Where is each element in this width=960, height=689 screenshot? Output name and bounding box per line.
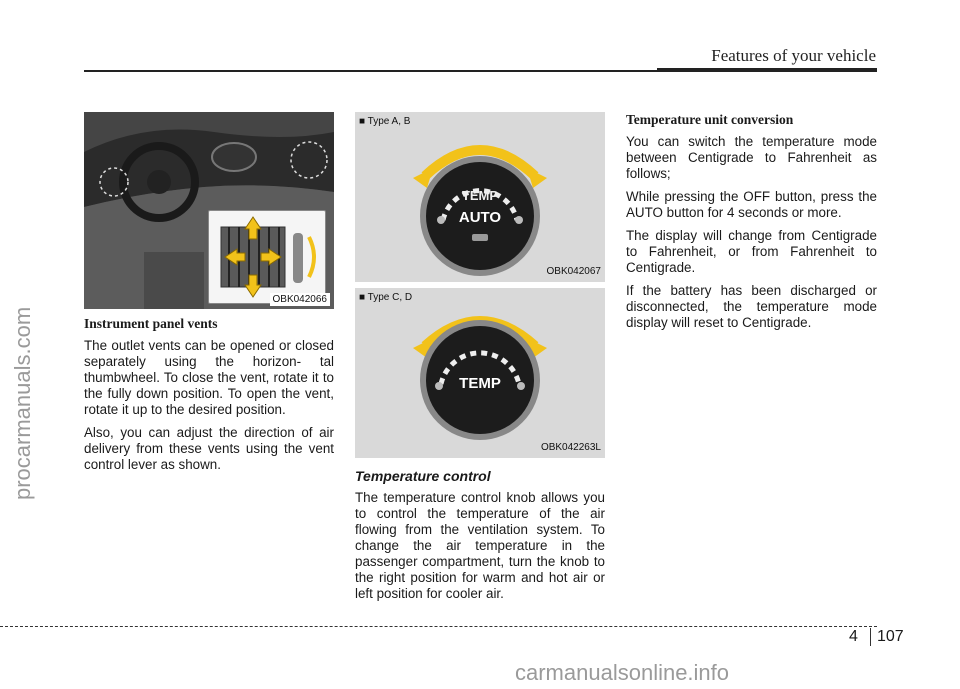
middle-column [355, 112, 605, 609]
paragraph: Also, you can adjust the direction of air delivery from these vents using the vent control lever as shown. [84, 425, 334, 472]
image-code: OBK042066 [270, 293, 331, 306]
left-column [84, 112, 334, 480]
temperature-knob-auto-illustration [355, 112, 605, 282]
footer-separator [870, 628, 871, 646]
paragraph: While pressing the OFF button, press the AUTO button for 4 seconds or more. [626, 189, 877, 220]
footer-rule [0, 626, 877, 627]
image-code: OBK042263L [540, 442, 601, 453]
paragraph: The temperature control knob allows you to control the temperature of the air flowing from the ventilation system. To change the air temperature in the passenger compartment, turn the knob to the right position for warm and hot air or left position for cooler air. [355, 490, 605, 601]
vent-detail-illustration [209, 211, 325, 303]
knob-panel-type-ab [355, 112, 605, 282]
side-watermark-text: procarmanuals.com [10, 306, 35, 500]
side-watermark [10, 210, 40, 510]
paragraph: The display will change from Centigrade to Fahrenheit, or from Fahrenheit to Centigrade. [626, 228, 877, 275]
type-label: ■ Type C, D [359, 292, 413, 303]
knob-auto-label: AUTO [458, 209, 502, 226]
dashboard-vents-photo [84, 112, 334, 309]
vent-inset [208, 210, 326, 304]
chapter-number: 4 [849, 628, 858, 645]
temperature-knob-illustration [355, 288, 605, 458]
page-number: 107 [877, 628, 904, 645]
header-rule-accent [657, 68, 877, 72]
knob-temp-label: TEMP [461, 188, 499, 203]
knob-temp-label: TEMP [459, 375, 501, 392]
section-heading: Temperature control [355, 468, 491, 484]
section-heading: Temperature unit conversion [626, 112, 794, 127]
image-code: OBK042067 [546, 266, 601, 277]
page-header-title: Features of your vehicle [711, 46, 876, 65]
bottom-watermark: carmanualsonline.info [515, 660, 730, 685]
knob-panel-type-cd [355, 288, 605, 458]
type-label: ■ Type A, B [359, 116, 411, 127]
right-column [626, 112, 877, 338]
section-heading: Instrument panel vents [84, 316, 218, 331]
paragraph: You can switch the temperature mode between Centigrade to Fahrenheit as follows; [626, 134, 877, 181]
paragraph: The outlet vents can be opened or closed separately using the horizon- tal thumbwheel. To close the vent, rotate it to the fully down position. To open the vent, rotate it up to the desired position. [84, 338, 334, 417]
paragraph: If the battery has been discharged or disconnected, the temperature mode display will reset to Centigrade. [626, 283, 877, 330]
